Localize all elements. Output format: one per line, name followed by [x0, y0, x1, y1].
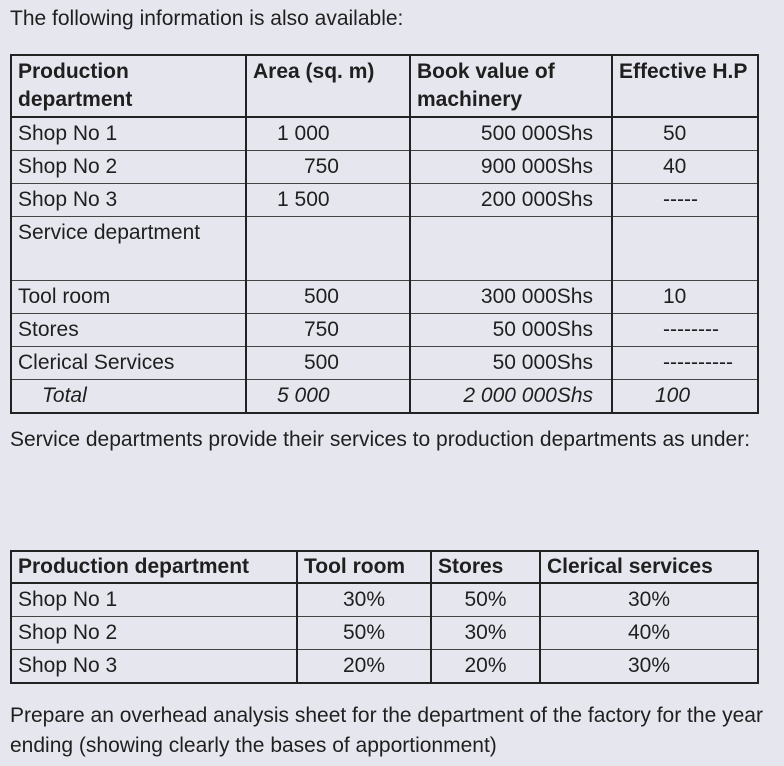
cell-total-hp: 100	[612, 380, 758, 414]
cell-clerical: 40%	[540, 617, 758, 650]
cell-area: 500	[246, 347, 410, 380]
cell-tool-room: 20%	[297, 650, 431, 684]
cell-hp: -----	[612, 184, 758, 217]
header-tool-room: Tool room	[297, 551, 431, 583]
cell-area	[246, 217, 410, 281]
cell-stores: 20%	[431, 650, 540, 684]
cell-hp: 40	[612, 151, 758, 184]
header-production-department: Production department	[11, 55, 246, 117]
table-row	[11, 650, 758, 684]
cell-book-value: 50 000Shs	[410, 314, 612, 347]
table-row	[11, 151, 758, 184]
cell-hp	[612, 217, 758, 281]
cell-department: Stores	[11, 314, 246, 347]
intro-text: The following information is also available:	[10, 7, 404, 30]
cell-department: Shop No 2	[11, 151, 246, 184]
table-row	[11, 281, 758, 314]
cell-hp: 50	[612, 117, 758, 151]
cell-total-book-value: 2 000 000Shs	[410, 380, 612, 414]
table-row	[11, 347, 758, 380]
total-row	[11, 380, 758, 414]
service-distribution-table	[10, 550, 759, 684]
cell-hp: 10	[612, 281, 758, 314]
cell-clerical: 30%	[540, 583, 758, 617]
header-effective-hp: Effective H.P	[612, 55, 758, 117]
cell-stores: 50%	[431, 583, 540, 617]
cell-book-value: 50 000Shs	[410, 347, 612, 380]
cell-tool-room: 50%	[297, 617, 431, 650]
cell-department: Shop No 2	[11, 617, 297, 650]
table-row	[11, 617, 758, 650]
allocation-table	[10, 54, 759, 414]
cell-book-value: 300 000Shs	[410, 281, 612, 314]
cell-total-label: Total	[11, 380, 246, 414]
cell-hp: --------	[612, 314, 758, 347]
table-header-row	[11, 551, 758, 583]
cell-book-value	[410, 217, 612, 281]
cell-department: Shop No 3	[11, 184, 246, 217]
cell-hp: ----------	[612, 347, 758, 380]
cell-area: 500	[246, 281, 410, 314]
cell-book-value: 900 000Shs	[410, 151, 612, 184]
cell-department: Tool room	[11, 281, 246, 314]
header-book-value: Book value of machinery	[410, 55, 612, 117]
cell-area: 1 000	[246, 117, 410, 151]
cell-book-value: 200 000Shs	[410, 184, 612, 217]
table-row	[11, 314, 758, 347]
table-header-row	[11, 55, 758, 117]
cell-department: Shop No 1	[11, 117, 246, 151]
cell-tool-room: 30%	[297, 583, 431, 617]
cell-stores: 30%	[431, 617, 540, 650]
cell-book-value: 500 000Shs	[410, 117, 612, 151]
header-stores: Stores	[431, 551, 540, 583]
header-production-department: Production department	[11, 551, 297, 583]
cell-total-area: 5 000	[246, 380, 410, 414]
table-row	[11, 117, 758, 151]
cell-department: Shop No 1	[11, 583, 297, 617]
table-row	[11, 217, 758, 281]
service-text: Service departments provide their services to production departments as under:	[10, 428, 751, 451]
cell-area: 750	[246, 314, 410, 347]
cell-department: Service department	[11, 217, 246, 281]
table-row	[11, 583, 758, 617]
header-clerical-services: Clerical services	[540, 551, 758, 583]
instruction-text: Prepare an overhead analysis sheet for the department of the factory for the year ending (showing clearly the bases of apportionment)	[10, 704, 763, 757]
cell-area: 1 500	[246, 184, 410, 217]
cell-area: 750	[246, 151, 410, 184]
table-row	[11, 184, 758, 217]
header-area: Area (sq. m)	[246, 55, 410, 117]
cell-department: Clerical Services	[11, 347, 246, 380]
cell-department: Shop No 3	[11, 650, 297, 684]
cell-clerical: 30%	[540, 650, 758, 684]
